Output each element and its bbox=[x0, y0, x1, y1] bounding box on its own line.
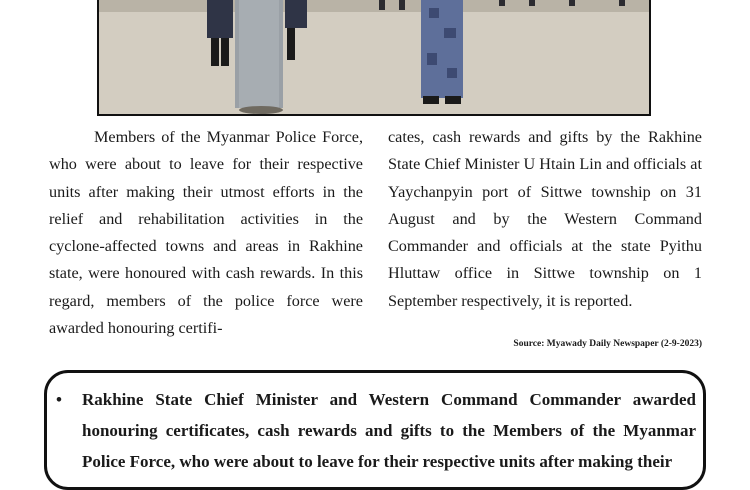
highlight-text: Rakhine State Chief Minister and Western Command Commander awarded honouring certificates, cash rewards and gifts to the Members of the Myanmar Police Force, who were about to leave for their respective units after making their bbox=[82, 390, 696, 471]
highlight-item bbox=[56, 384, 696, 477]
source-citation: Source: Myawady Daily Newspaper (2-9-2023) bbox=[513, 339, 702, 349]
article-left-column bbox=[49, 124, 363, 342]
news-photo bbox=[97, 0, 651, 116]
article-right-column bbox=[388, 124, 702, 315]
police-ceremony-image bbox=[99, 0, 651, 116]
article-paragraph-continued: cates, cash rewards and gifts by the Rakhine State Chief Minister U Htain Lin and officials at Yaychanpyin port of Sittwe township on 31 August and by the Western Command Commander and officials at the state Pyithu Hluttaw office in Sittwe township on 1 September respectively, it is reported. bbox=[388, 128, 702, 310]
article-paragraph: Members of the Myanmar Police Force, who were about to leave for their respective units after making their utmost efforts in the relief and rehabilitation activities in the cyclone-affected towns and areas in Rakhine state, were honoured with cash rewards. In this regard, members of the police force were awarded honouring certifi- bbox=[49, 128, 363, 338]
bullet-icon: • bbox=[56, 390, 62, 409]
highlight-box bbox=[44, 370, 706, 490]
